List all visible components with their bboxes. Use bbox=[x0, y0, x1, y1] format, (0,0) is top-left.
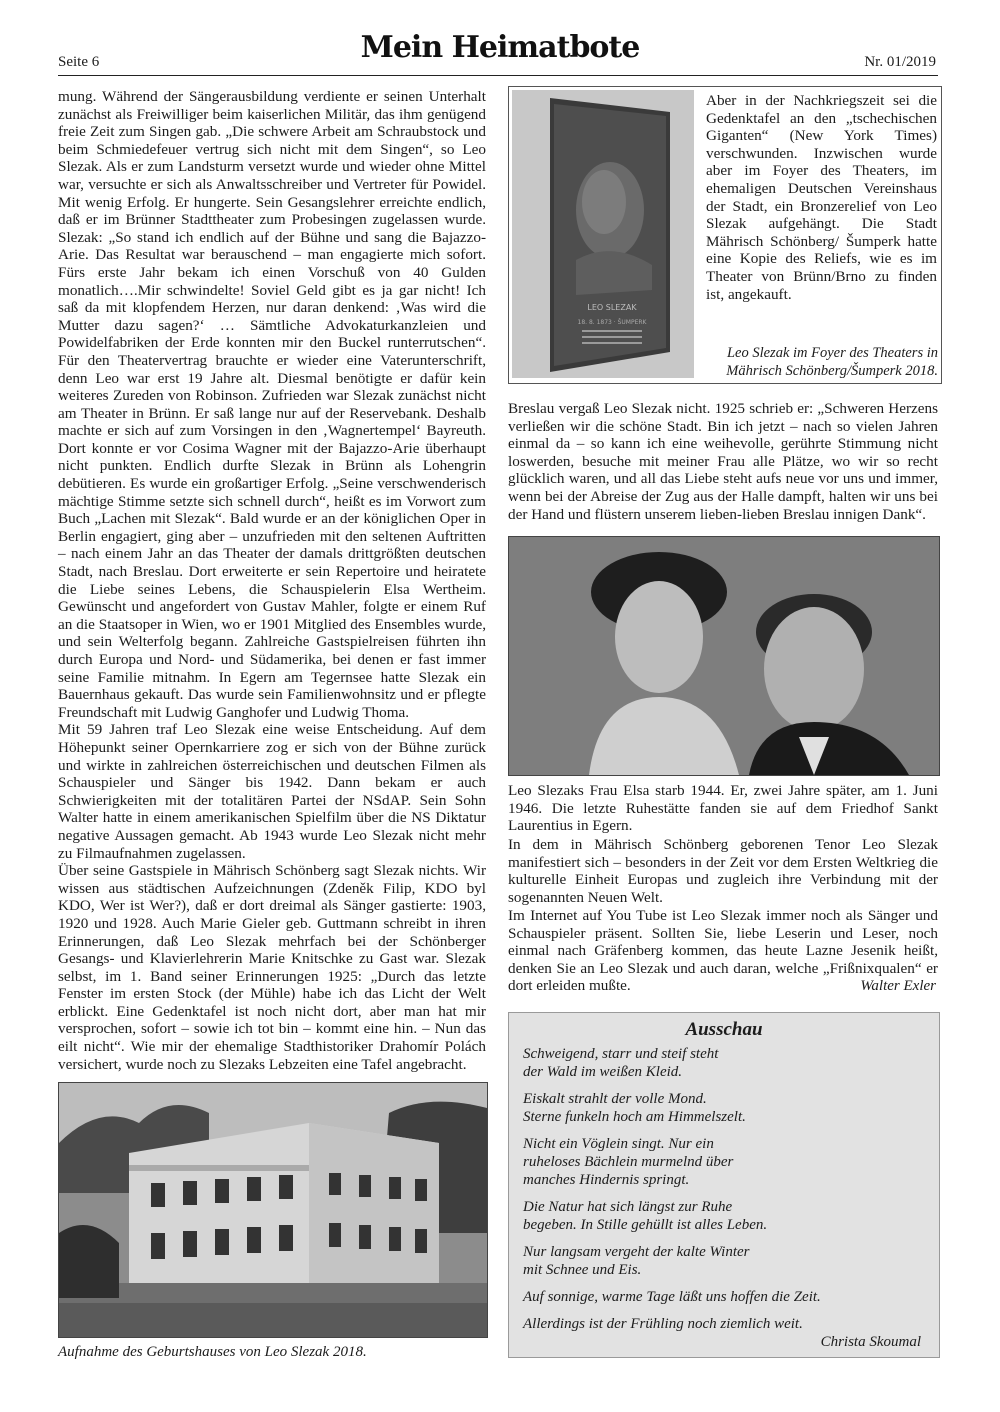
page-number: Seite 6 bbox=[58, 54, 100, 70]
poem-stanza bbox=[523, 1243, 939, 1279]
poem-line: Eiskalt strahlt der volle Mond. bbox=[523, 1091, 707, 1107]
relief-plaque-name: LEO SLEZAK bbox=[587, 303, 637, 312]
couple-caption: Leo Slezaks Frau Elsa starb 1944. Er, zwei Jahre später, am 1. Juni 1946. Die letzte Ruhestätte fanden sie auf dem Friedhof Sankt Laurentius in Egern. bbox=[508, 782, 938, 835]
poem-author: Christa Skoumal bbox=[820, 1334, 921, 1350]
poem-line: Auf sonnige, warme Tage läßt uns hoffen die Zeit. bbox=[523, 1289, 821, 1305]
poem-line: Nicht ein Vöglein singt. Nur ein bbox=[523, 1136, 714, 1152]
poem-box bbox=[508, 1012, 940, 1358]
poem-line: Sterne funkeln hoch am Himmelszelt. bbox=[523, 1109, 746, 1125]
poem-line: manches Hindernis springt. bbox=[523, 1172, 690, 1188]
poem-line: Schweigend, starr und steif steht bbox=[523, 1046, 719, 1062]
poem-body bbox=[523, 1045, 939, 1351]
article-paragraph: Über seine Gastspiele in Mährisch Schönberg sagt Slezak nichts. Wir wissen aus städtischen Aufzeichnungen (Zdeněk Filip, KDO byl KDO, Wer ist Wer?), daß er dort dreimal als Sänger gastierte: 1903, 1920 und 1928. Auch Marie Gieler geb. Guttmann schreibt in ihren Erinnerungen, daß Leo Slezak mehrfach bei der Schönberger Gesangs- und Klavierlehrerin Marie Knitschke zu Gast war. Slezak selbst, im 1. Band seiner Erinnerungen 1925: „Durch das letzte Fenster im ersten Stock (der Mühle) habe ich das Licht der Welt erblickt. Eine Gedenktafel ist noch nicht dort, aber man hat mir versprochen, sofort – sowie ich tot bin – kommt eine hin. – Nun das eilt nicht“. Wie mir der ehemalige Stadthistoriker Drahomír Polách versichert, wurde noch zu Slezaks Lebzeiten eine Tafel angebracht. bbox=[58, 862, 486, 1073]
poem-line: Nur langsam vergeht der kalte Winter bbox=[523, 1244, 750, 1260]
poem-title: Ausschau bbox=[685, 1019, 763, 1040]
youtube-paragraph: Im Internet auf You Tube ist Leo Slezak immer noch als Sänger und Schauspieler präsent. Sollten Sie, liebe Leserin und Leser, noch einmal nach Gräfenberg kommen, das heute Lazne Jesenik heißt, denken Sie an Leo Slezak und auch daran, welche „Frißnixqualen“ er dort erleiden mußte. bbox=[508, 907, 938, 995]
poem-stanza bbox=[523, 1045, 939, 1081]
relief-caption: Leo Slezak im Foyer des Theaters in Mährisch Schönberg/Šumperk 2018. bbox=[726, 345, 938, 379]
relief-photo bbox=[512, 90, 694, 378]
poem-line: Die Natur hat sich längst zur Ruhe bbox=[523, 1199, 733, 1215]
poem-line: mit Schnee und Eis. bbox=[523, 1262, 642, 1278]
left-article-column bbox=[58, 88, 486, 1073]
poem-stanza bbox=[523, 1090, 939, 1126]
poem-line: Allerdings ist der Frühling noch ziemlich weit. bbox=[523, 1316, 803, 1332]
birth-house-illustration bbox=[59, 1083, 487, 1337]
article-author: Walter Exler bbox=[860, 978, 936, 994]
birth-house-caption: Aufnahme des Geburtshauses von Leo Slezak 2018. bbox=[58, 1344, 367, 1360]
birth-house-photo bbox=[58, 1082, 488, 1338]
poem-stanza bbox=[523, 1315, 939, 1333]
article-paragraph: mung. Während der Sängerausbildung verdiente er seinen Unterhalt zunächst als Freiwilliger beim kaiserlichen Militär, das ihm genügend freie Zeit zum Singen gab. „Die schwere Arbeit am Schraubstock und beim Schmiedefeuer vertrug sich nicht mit dem Singen“, so Leo Slezak. Als er zum Landsturm versetzt wurde und wieder ohne Mittel war, versuchte er sich als Anwaltsschreiber und Vertreter für Powidel. Mit wenig Erfolg. Er hungerte. Sein Gesangslehrer erreichte endlich, daß er im Brünner Stadttheater zum Probesingen zugelassen wurde. Slezak: „So stand ich endlich auf der Bühne und sang die Bajazzo-Arie. Das Resultat war berauschend – man engagierte mich sofort. Fürs erste Jahr bekam ich einen Vorschuß von 40 Gulden monatlich….Mir schwindelte! Soviel Geld gibt es ja gar nicht! Ich saß da mit klopfendem Herzen, nur daran denkend: ‚Was wird die Mutter dazu sagen?‘ … Sämtliche Advokaturkanzleien und Powidelfabriken der Erde konnten mir den Buckel runterrutschen“. Für den Theatervertrag brauchte er wieder eine Vaterunterschrift, denn Leo war erst 19 Jahre alt. Diesmal benötigte er dafür kein weiteres Zureden von Robinson. Zufrieden war Slezak zunächst nicht am Theater in Brünn. Er saß lange nur auf der Reservebank. Deshalb machte er sich auf zum Vorsingen in den ‚Wagnertempel‘ Bayreuth. Dort konnte er vor Cosima Wagner mit der Bajazzo-Arie überhaupt nicht punkten. Endlich durfte Slezak in Brünn als Lohengrin debütieren. Es wurde ein großartiger Erfolg. „Seine verschwenderisch mächtige Stimme setzte sich schnell durch“, heißt es im Vorwort zum Buch „Lachen mit Slezak“. Bald wurde er an der königlichen Oper in Berlin engagiert, ging aber – unzufrieden mit den seltenen Auftritten – nach einem Jahr an das Theater der damals drittgrößten deutschen Stadt, nach Breslau. Dort erweiterte er sein Repertoire und heiratete die Liebe seines Lebens, die Schauspielerin Elsa Wertheim. Gewünscht und angefordert von Gustav Mahler, folgte er einem Ruf an die Staatsoper in Wien, wo er 1901 Mitglied des Ensembles wurde, und sein Welterfolg begann. Zahlreiche Gastspielreisen führten ihn durch Europa und Nord- und Südamerika, bei denen er fast immer seine Familie mitnahm. In Egern am Tegernsee hatte Slezak ein Bauernhaus gekauft. Das wurde sein Familienwohnsitz und er pflegte Freundschaft mit Ludwig Ganghofer und Ludwig Thoma. bbox=[58, 88, 486, 721]
relief-article-text: Aber in der Nachkriegszeit sei die Gedenktafel an den „tschechischen Giganten“ (New York Times) verschwunden. Inzwischen wurde aber im Foyer des Theaters, im ehemaligen Deutschen Vereinshaus der Stadt, ein Bronzerelief von Leo Slezak aufgehängt. Die Stadt Mährisch Schönberg/ Šumperk hatte eine Kopie des Reliefs, wie es im Theater von Brünn/Brno zu finden ist, angekauft. bbox=[706, 92, 937, 303]
poem-line: der Wald im weißen Kleid. bbox=[523, 1064, 683, 1080]
masthead-title: Mein Heimatbote bbox=[360, 30, 640, 65]
poem-stanza bbox=[523, 1198, 939, 1234]
poem-line: begeben. In Stille gehüllt ist alles Leben. bbox=[523, 1217, 768, 1233]
article-paragraph: Mit 59 Jahren traf Leo Slezak eine weise Entscheidung. Auf dem Höhepunkt seiner Opernkarriere zog er sich von der Bühne zurück und wirkte in zahlreichen österreichischen und deutschen Filmen als Schauspieler und Sänger bis 1942. Dann bekam er auch Schwierigkeiten mit der totalitären Partei der NSdAP. Sein Sohn Walter hatte in einem amerikanischen Spielfilm über die NS Diktatur negative Aussagen gemacht. Ab 1943 wurde Leo Slezak nicht mehr zu Filmaufnahmen zugelassen. bbox=[58, 721, 486, 862]
relief-plaque-dates: 18. 8. 1873 · ŠUMPERK bbox=[577, 319, 647, 326]
issue-number: Nr. 01/2019 bbox=[864, 54, 936, 70]
poem-stanza bbox=[523, 1288, 939, 1306]
couple-photo bbox=[508, 536, 940, 776]
breslau-paragraph: Breslau vergaß Leo Slezak nicht. 1925 schrieb er: „Schweren Herzens verließen wir die schöne Stadt. Bin ich jetzt – nach so vielen Jahren einmal da – so kann ich eine weihevolle, gerührte Stimmung nicht loswerden, besuche mit meiner Frau alle Plätze, wo wir so recht glücklich waren, und all das Liebe steht aufs neue vor uns und immer, wenn bei der Abreise der Zug aus der Halle dampft, halten wir uns bei der Hand und flüstern unserem lieben-lieben Breslau innigen Dank“. bbox=[508, 400, 938, 523]
poem-line: ruheloses Bächlein murmelnd über bbox=[523, 1154, 734, 1170]
header-rule bbox=[58, 75, 938, 76]
couple-portrait-illustration bbox=[509, 537, 939, 775]
bronze-relief-illustration bbox=[512, 90, 694, 378]
europe-paragraph: In dem in Mährisch Schönberg geborenen Tenor Leo Slezak manifestiert sich – besonders in der Zeit vor dem Ersten Weltkrieg die kulturelle Einheit Europas und zugleich ihre Verbindung mit der sogenannten Neuen Welt. bbox=[508, 836, 938, 906]
poem-stanza bbox=[523, 1135, 939, 1189]
